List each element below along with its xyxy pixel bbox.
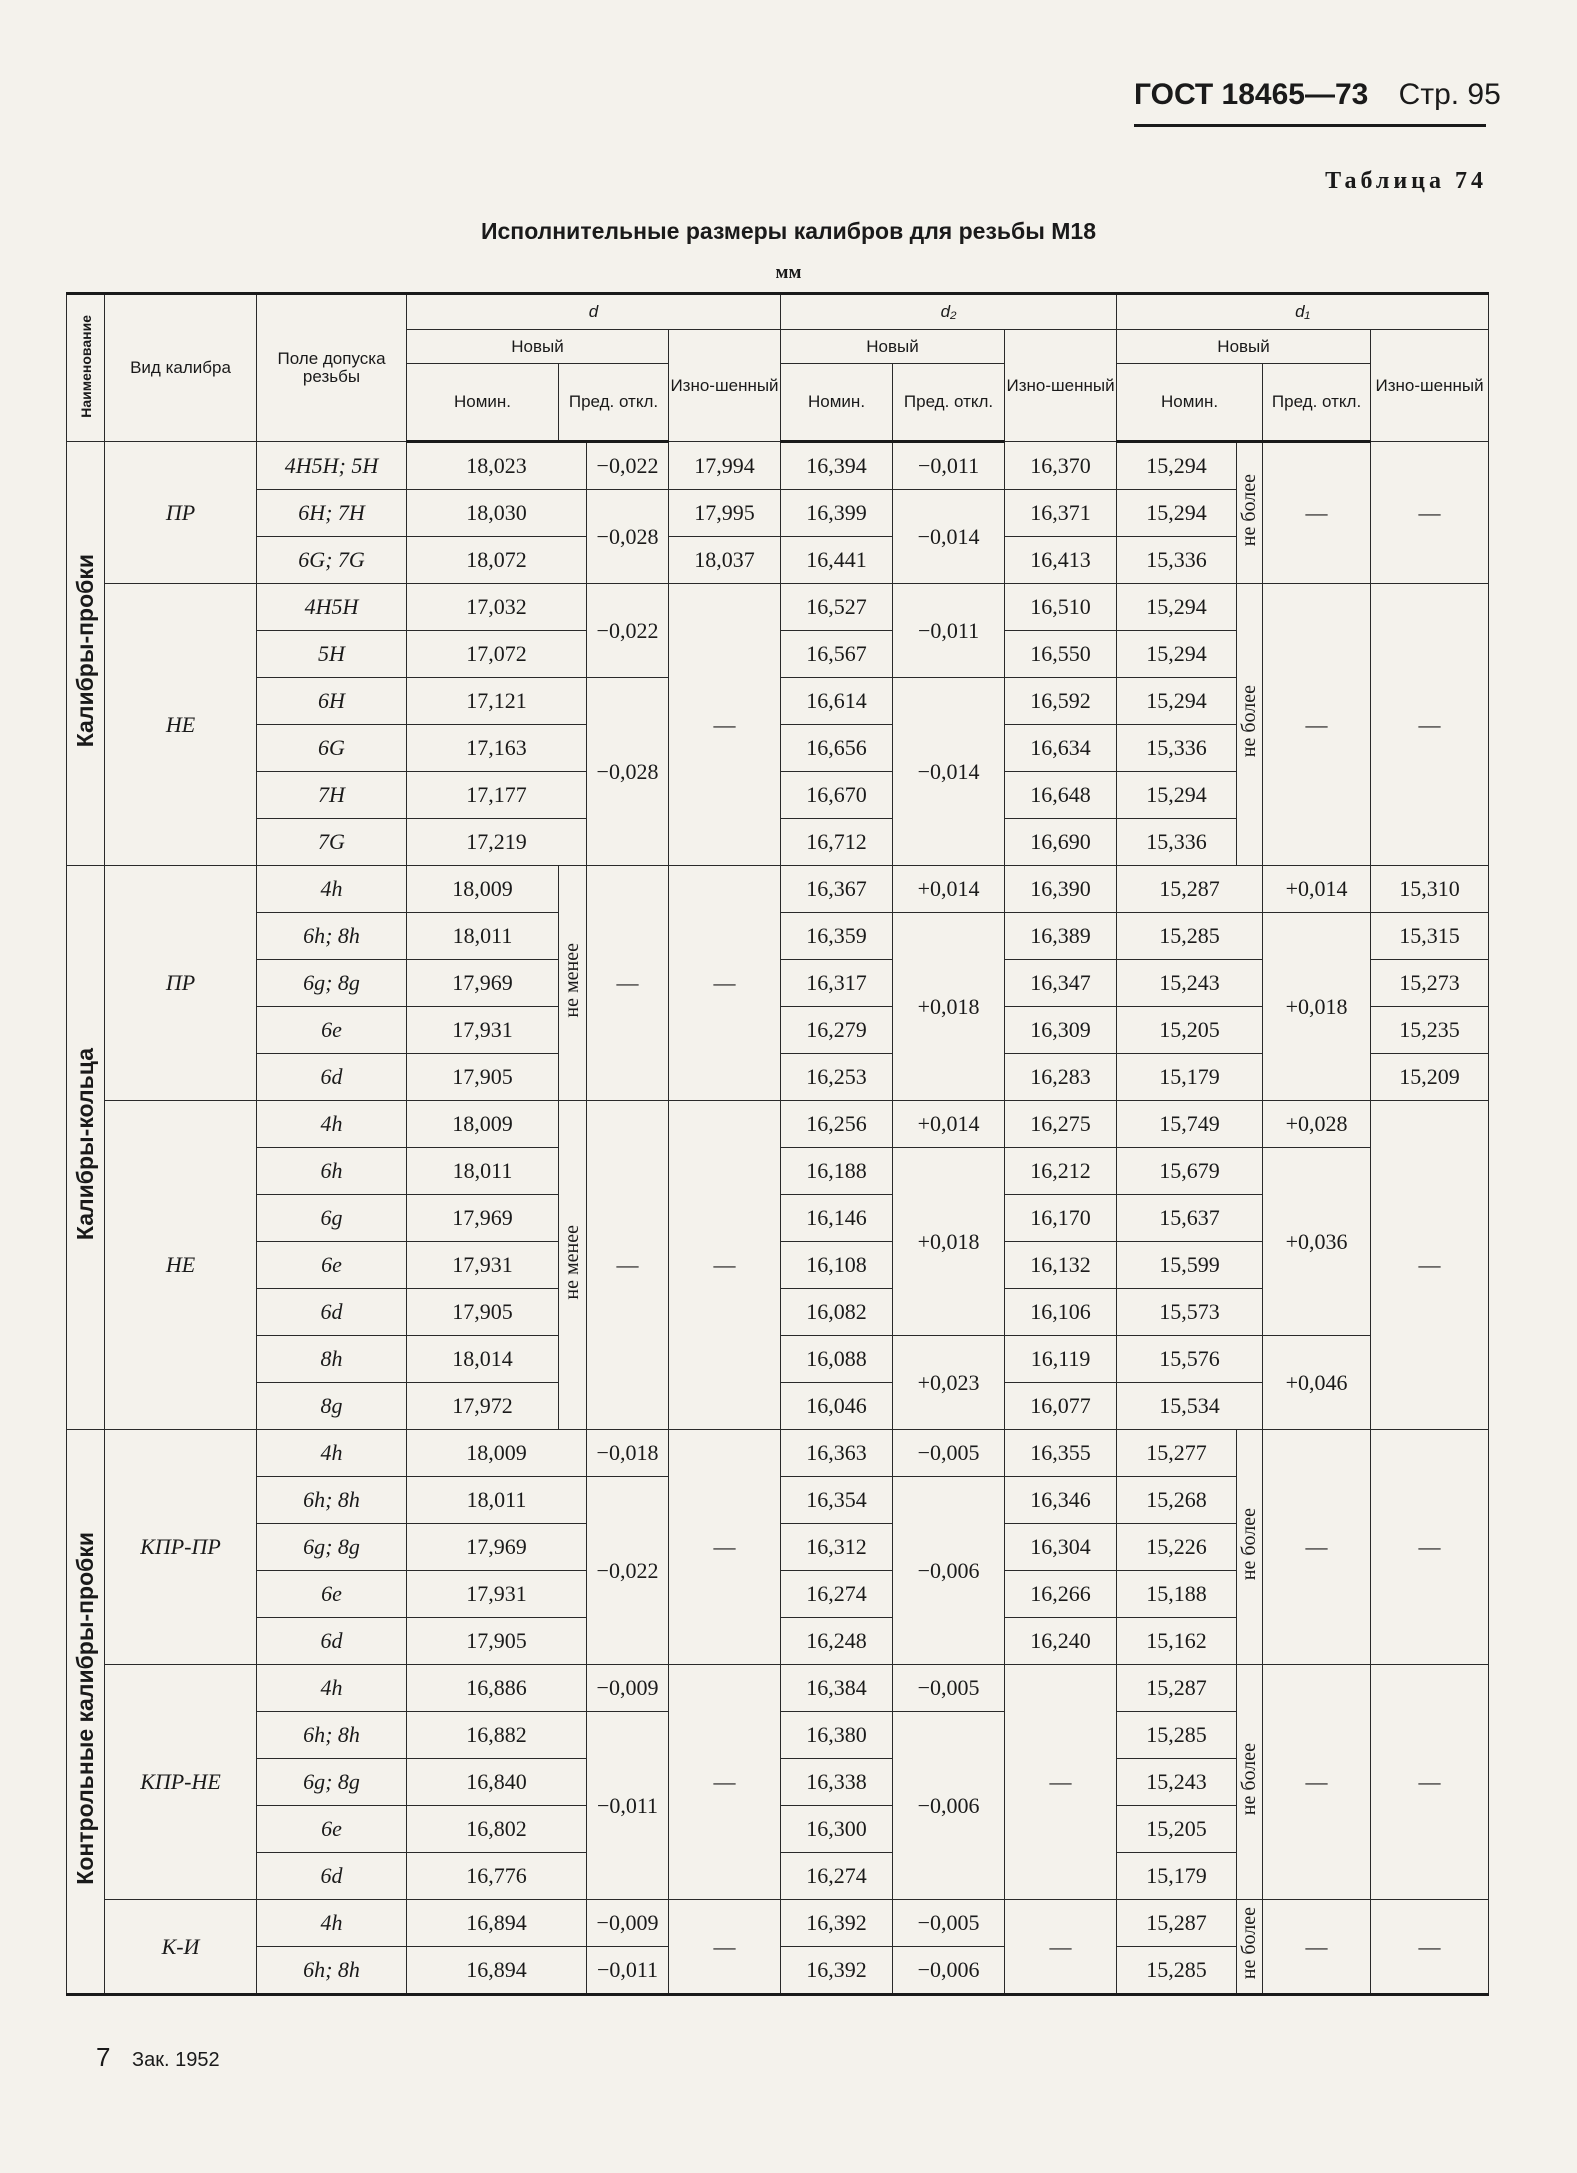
- col-d1-nom: Номин.: [1117, 364, 1263, 442]
- table-cell: —: [1263, 1900, 1371, 1995]
- col-d: d: [407, 294, 781, 330]
- table-cell: 16,354: [781, 1477, 893, 1524]
- table-cell: 4h: [257, 1900, 407, 1947]
- page-number: Стр. 95: [1398, 78, 1501, 111]
- table-cell: 16,046: [781, 1383, 893, 1430]
- table-cell: 16,592: [1005, 678, 1117, 725]
- kind-label: КПР-НЕ: [105, 1665, 257, 1900]
- table-cell: 15,285: [1117, 913, 1263, 960]
- table-row: [67, 442, 1489, 490]
- table-cell: 16,108: [781, 1242, 893, 1289]
- table-cell: 16,248: [781, 1618, 893, 1665]
- col-kind: Вид калибра: [105, 294, 257, 442]
- table-cell: 16,886: [407, 1665, 587, 1712]
- table-cell: 16,634: [1005, 725, 1117, 772]
- table-cell: 17,072: [407, 631, 587, 678]
- table-cell: 16,441: [781, 537, 893, 584]
- table-cell: 16,266: [1005, 1571, 1117, 1618]
- table-cell: 18,011: [407, 1148, 559, 1195]
- table-cell: −0,009: [587, 1900, 669, 1947]
- table-cell: 6d: [257, 1054, 407, 1101]
- table-cell: 16,648: [1005, 772, 1117, 819]
- table-title: Исполнительные размеры калибров для резьбы М18: [480, 218, 1097, 244]
- table-cell: 16,347: [1005, 960, 1117, 1007]
- table-cell: 16,413: [1005, 537, 1117, 584]
- kind-label: НЕ: [105, 1101, 257, 1430]
- table-cell: —: [1263, 1430, 1371, 1665]
- col-d-worn: Изно-шенный: [669, 330, 781, 442]
- col-d2-worn: Изно-шенный: [1005, 330, 1117, 442]
- table-cell: 6h; 8h: [257, 1947, 407, 1995]
- col-d2: d₂: [781, 294, 1117, 330]
- col-name: Наименование: [67, 294, 105, 442]
- table-cell: 15,749: [1117, 1101, 1263, 1148]
- table-cell: 15,336: [1117, 537, 1237, 584]
- table-cell: 17,969: [407, 960, 559, 1007]
- table-cell: 4H5H: [257, 584, 407, 631]
- table-cell: 6d: [257, 1853, 407, 1900]
- table-cell: +0,018: [893, 1148, 1005, 1336]
- table-cell: 15,573: [1117, 1289, 1263, 1336]
- table-cell: —: [669, 1101, 781, 1430]
- table-cell: 15,336: [1117, 725, 1237, 772]
- table-cell: 15,209: [1371, 1054, 1489, 1101]
- col-d1-dev: Пред. откл.: [1263, 364, 1371, 442]
- table-cell: −0,022: [587, 584, 669, 678]
- table-cell: 16,894: [407, 1900, 587, 1947]
- table-cell: −0,011: [893, 442, 1005, 490]
- table-cell: −0,005: [893, 1430, 1005, 1477]
- table-cell: 16,370: [1005, 442, 1117, 490]
- note-cell: не более: [1237, 584, 1263, 866]
- table-cell: 16,304: [1005, 1524, 1117, 1571]
- kind-label: НЕ: [105, 584, 257, 866]
- table-cell: 16,392: [781, 1900, 893, 1947]
- table-cell: —: [669, 1430, 781, 1665]
- table-cell: 17,905: [407, 1054, 559, 1101]
- table-cell: 17,994: [669, 442, 781, 490]
- table-cell: 15,294: [1117, 678, 1237, 725]
- note-cell: не более: [1237, 1430, 1263, 1665]
- table-cell: —: [1371, 584, 1489, 866]
- table-cell: 15,294: [1117, 772, 1237, 819]
- note-cell: не более: [1237, 442, 1263, 584]
- table-cell: −0,014: [893, 678, 1005, 866]
- table-cell: 16,840: [407, 1759, 587, 1806]
- col-d-new: Новый: [407, 330, 669, 364]
- table-cell: 15,534: [1117, 1383, 1263, 1430]
- kind-label: ПР: [105, 866, 257, 1101]
- table-cell: —: [669, 584, 781, 866]
- table-cell: —: [1371, 1665, 1489, 1900]
- kind-label: ПР: [105, 442, 257, 584]
- note-cell: не менее: [559, 1101, 587, 1430]
- table-cell: 6G; 7G: [257, 537, 407, 584]
- table-cell: 16,188: [781, 1148, 893, 1195]
- table-cell: 16,106: [1005, 1289, 1117, 1336]
- table-cell: +0,028: [1263, 1101, 1371, 1148]
- table-cell: 15,287: [1117, 1665, 1237, 1712]
- table-cell: 5H: [257, 631, 407, 678]
- table-cell: +0,023: [893, 1336, 1005, 1430]
- table-cell: 16,384: [781, 1665, 893, 1712]
- table-cell: 16,712: [781, 819, 893, 866]
- table-cell: 18,014: [407, 1336, 559, 1383]
- table-cell: 6g; 8g: [257, 960, 407, 1007]
- sheet-number: 7: [96, 2042, 111, 2072]
- table-cell: 16,146: [781, 1195, 893, 1242]
- table-cell: 6e: [257, 1242, 407, 1289]
- table-cell: 16,088: [781, 1336, 893, 1383]
- table-cell: 17,121: [407, 678, 587, 725]
- note-cell: не более: [1237, 1900, 1263, 1995]
- col-d1-worn: Изно-шенный: [1371, 330, 1489, 442]
- table-cell: 15,277: [1117, 1430, 1237, 1477]
- table-cell: 17,931: [407, 1571, 587, 1618]
- table-cell: 16,802: [407, 1806, 587, 1853]
- col-d1: d₁: [1117, 294, 1489, 330]
- table-cell: 16,670: [781, 772, 893, 819]
- table-cell: 16,212: [1005, 1148, 1117, 1195]
- table-cell: 15,336: [1117, 819, 1237, 866]
- table-cell: —: [1371, 442, 1489, 584]
- table-cell: 16,390: [1005, 866, 1117, 913]
- group-label: Калибры-кольца: [67, 866, 105, 1430]
- table-cell: 18,030: [407, 490, 587, 537]
- table-cell: 15,162: [1117, 1618, 1237, 1665]
- table-cell: 15,294: [1117, 490, 1237, 537]
- table-cell: 6d: [257, 1618, 407, 1665]
- table-cell: 4h: [257, 1101, 407, 1148]
- table-cell: 4h: [257, 1430, 407, 1477]
- table-cell: 16,283: [1005, 1054, 1117, 1101]
- table-cell: +0,014: [893, 866, 1005, 913]
- table-cell: —: [669, 1900, 781, 1995]
- table-cell: 16,300: [781, 1806, 893, 1853]
- table-cell: 16,550: [1005, 631, 1117, 678]
- table-cell: 15,294: [1117, 631, 1237, 678]
- table-cell: 16,256: [781, 1101, 893, 1148]
- table-cell: −0,006: [893, 1477, 1005, 1665]
- table-cell: −0,011: [893, 584, 1005, 678]
- table-cell: 4H5H; 5H: [257, 442, 407, 490]
- table-cell: 6H: [257, 678, 407, 725]
- table-cell: —: [587, 866, 669, 1101]
- table-cell: 16,082: [781, 1289, 893, 1336]
- table-cell: 17,905: [407, 1289, 559, 1336]
- table-cell: 15,287: [1117, 1900, 1237, 1947]
- table-cell: −0,028: [587, 678, 669, 866]
- table-cell: 16,274: [781, 1853, 893, 1900]
- table-row: [67, 1900, 1489, 1947]
- table-cell: +0,036: [1263, 1148, 1371, 1336]
- table-cell: 16,359: [781, 913, 893, 960]
- table-cell: 18,009: [407, 1430, 587, 1477]
- table-cell: −0,005: [893, 1665, 1005, 1712]
- table-cell: 15,287: [1117, 866, 1263, 913]
- col-d2-new: Новый: [781, 330, 1005, 364]
- table-cell: 16,119: [1005, 1336, 1117, 1383]
- group-label: Контрольные калибры-пробки: [67, 1430, 105, 1995]
- table-cell: 15,637: [1117, 1195, 1263, 1242]
- table-cell: −0,005: [893, 1900, 1005, 1947]
- table-cell: +0,014: [1263, 866, 1371, 913]
- table-cell: —: [1263, 584, 1371, 866]
- table-cell: 16,363: [781, 1430, 893, 1477]
- table-cell: 15,285: [1117, 1712, 1237, 1759]
- table-cell: +0,046: [1263, 1336, 1371, 1430]
- table-cell: —: [669, 866, 781, 1101]
- table-cell: 17,931: [407, 1242, 559, 1289]
- page-footer: [96, 2042, 220, 2073]
- table-cell: 17,163: [407, 725, 587, 772]
- page-header: [1134, 78, 1501, 127]
- table-cell: 15,315: [1371, 913, 1489, 960]
- table-cell: 6g; 8g: [257, 1759, 407, 1806]
- table-cell: 15,599: [1117, 1242, 1263, 1289]
- table-cell: 16,346: [1005, 1477, 1117, 1524]
- table-row: [67, 1101, 1489, 1148]
- table-cell: —: [1005, 1900, 1117, 1995]
- table-cell: 16,170: [1005, 1195, 1117, 1242]
- table-cell: 6h; 8h: [257, 1712, 407, 1759]
- table-cell: 6e: [257, 1007, 407, 1054]
- table-cell: 17,995: [669, 490, 781, 537]
- table-cell: 18,037: [669, 537, 781, 584]
- table-row: [67, 866, 1489, 913]
- table-cell: 6H; 7H: [257, 490, 407, 537]
- table-cell: 6e: [257, 1806, 407, 1853]
- table-cell: +0,018: [1263, 913, 1371, 1101]
- table-cell: 6h; 8h: [257, 913, 407, 960]
- table-cell: 15,294: [1117, 442, 1237, 490]
- table-cell: —: [669, 1665, 781, 1900]
- table-cell: 15,576: [1117, 1336, 1263, 1383]
- table-cell: 17,905: [407, 1618, 587, 1665]
- table-cell: —: [1263, 442, 1371, 584]
- table-cell: 15,273: [1371, 960, 1489, 1007]
- table-cell: 15,294: [1117, 584, 1237, 631]
- table-cell: 15,310: [1371, 866, 1489, 913]
- table-cell: 16,312: [781, 1524, 893, 1571]
- table-cell: 16,690: [1005, 819, 1117, 866]
- table-cell: 16,656: [781, 725, 893, 772]
- table-cell: 17,969: [407, 1524, 587, 1571]
- table-cell: 6G: [257, 725, 407, 772]
- table-cell: 16,567: [781, 631, 893, 678]
- table-cell: 6h; 8h: [257, 1477, 407, 1524]
- table-cell: −0,006: [893, 1712, 1005, 1900]
- table-cell: 16,317: [781, 960, 893, 1007]
- table-cell: 18,011: [407, 1477, 587, 1524]
- table-cell: 15,243: [1117, 960, 1263, 1007]
- table-cell: +0,014: [893, 1101, 1005, 1148]
- table-cell: 16,380: [781, 1712, 893, 1759]
- table-cell: —: [1371, 1430, 1489, 1665]
- order-number: Зак. 1952: [132, 2049, 220, 2071]
- kind-label: КПР-ПР: [105, 1430, 257, 1665]
- table-cell: 16,338: [781, 1759, 893, 1806]
- table-cell: 4h: [257, 1665, 407, 1712]
- table-cell: 7H: [257, 772, 407, 819]
- table-cell: 16,392: [781, 1947, 893, 1995]
- table-cell: 16,776: [407, 1853, 587, 1900]
- table-cell: 15,235: [1371, 1007, 1489, 1054]
- table-cell: 16,882: [407, 1712, 587, 1759]
- col-d1-new: Новый: [1117, 330, 1371, 364]
- table-cell: 6g; 8g: [257, 1524, 407, 1571]
- col-d2-dev: Пред. откл.: [893, 364, 1005, 442]
- table-cell: 18,072: [407, 537, 587, 584]
- table-cell: 4h: [257, 866, 407, 913]
- table-cell: −0,009: [587, 1665, 669, 1712]
- table-cell: 15,179: [1117, 1853, 1237, 1900]
- table-cell: —: [587, 1101, 669, 1430]
- standard-number: ГОСТ 18465—73: [1134, 78, 1369, 111]
- table-cell: 16,371: [1005, 490, 1117, 537]
- table-cell: 16,394: [781, 442, 893, 490]
- table-cell: 17,032: [407, 584, 587, 631]
- table-cell: 16,894: [407, 1947, 587, 1995]
- table-cell: 18,023: [407, 442, 587, 490]
- group-label: Калибры-пробки: [67, 442, 105, 866]
- table-cell: 6h: [257, 1148, 407, 1195]
- table-cell: 16,527: [781, 584, 893, 631]
- table-cell: 16,510: [1005, 584, 1117, 631]
- table-cell: −0,018: [587, 1430, 669, 1477]
- note-cell: не менее: [559, 866, 587, 1101]
- table-cell: 7G: [257, 819, 407, 866]
- table-cell: 8h: [257, 1336, 407, 1383]
- table-row: [67, 1665, 1489, 1712]
- table-cell: —: [1371, 1900, 1489, 1995]
- table-cell: 16,077: [1005, 1383, 1117, 1430]
- table-cell: −0,011: [587, 1947, 669, 1995]
- table-cell: 6d: [257, 1289, 407, 1336]
- table-cell: 15,243: [1117, 1759, 1237, 1806]
- table-cell: —: [1005, 1665, 1117, 1900]
- table-cell: 16,275: [1005, 1101, 1117, 1148]
- table-cell: 16,389: [1005, 913, 1117, 960]
- table-cell: 15,205: [1117, 1007, 1263, 1054]
- table-cell: 16,132: [1005, 1242, 1117, 1289]
- table-cell: 16,614: [781, 678, 893, 725]
- table-cell: 16,399: [781, 490, 893, 537]
- table-cell: 16,240: [1005, 1618, 1117, 1665]
- table-cell: —: [1263, 1665, 1371, 1900]
- table-cell: 6e: [257, 1571, 407, 1618]
- table-cell: 17,969: [407, 1195, 559, 1242]
- table-cell: 15,679: [1117, 1148, 1263, 1195]
- table-cell: −0,006: [893, 1947, 1005, 1995]
- table-cell: 17,931: [407, 1007, 559, 1054]
- table-row: [67, 584, 1489, 631]
- table-cell: 16,253: [781, 1054, 893, 1101]
- table-cell: 16,274: [781, 1571, 893, 1618]
- table-cell: 16,367: [781, 866, 893, 913]
- table-cell: 15,188: [1117, 1571, 1237, 1618]
- table-cell: 16,355: [1005, 1430, 1117, 1477]
- table-cell: 18,011: [407, 913, 559, 960]
- table-cell: 18,009: [407, 866, 559, 913]
- table-cell: −0,022: [587, 1477, 669, 1665]
- table-cell: −0,028: [587, 490, 669, 584]
- table-cell: 15,179: [1117, 1054, 1263, 1101]
- note-cell: не более: [1237, 1665, 1263, 1900]
- table-cell: 17,219: [407, 819, 587, 866]
- table-cell: 15,226: [1117, 1524, 1237, 1571]
- table-cell: 16,309: [1005, 1007, 1117, 1054]
- table-cell: −0,022: [587, 442, 669, 490]
- table-cell: 16,279: [781, 1007, 893, 1054]
- table-cell: 15,205: [1117, 1806, 1237, 1853]
- gauge-dimensions-table: [66, 292, 1489, 1996]
- table-cell: 6g: [257, 1195, 407, 1242]
- unit-label: мм: [775, 262, 802, 283]
- table-cell: −0,011: [587, 1712, 669, 1900]
- table-cell: 18,009: [407, 1101, 559, 1148]
- col-d-nom: Номин.: [407, 364, 559, 442]
- table-cell: 8g: [257, 1383, 407, 1430]
- col-field: Поле допуска резьбы: [257, 294, 407, 442]
- table-cell: 17,972: [407, 1383, 559, 1430]
- table-row: [67, 1430, 1489, 1477]
- table-cell: —: [1371, 1101, 1489, 1430]
- table-cell: −0,014: [893, 490, 1005, 584]
- table-cell: +0,018: [893, 913, 1005, 1101]
- kind-label: К-И: [105, 1900, 257, 1995]
- table-cell: 15,268: [1117, 1477, 1237, 1524]
- col-d2-nom: Номин.: [781, 364, 893, 442]
- table-cell: 17,177: [407, 772, 587, 819]
- col-d-dev: Пред. откл.: [559, 364, 669, 442]
- table-number: Таблица 74: [1325, 168, 1487, 194]
- table-cell: 15,285: [1117, 1947, 1237, 1995]
